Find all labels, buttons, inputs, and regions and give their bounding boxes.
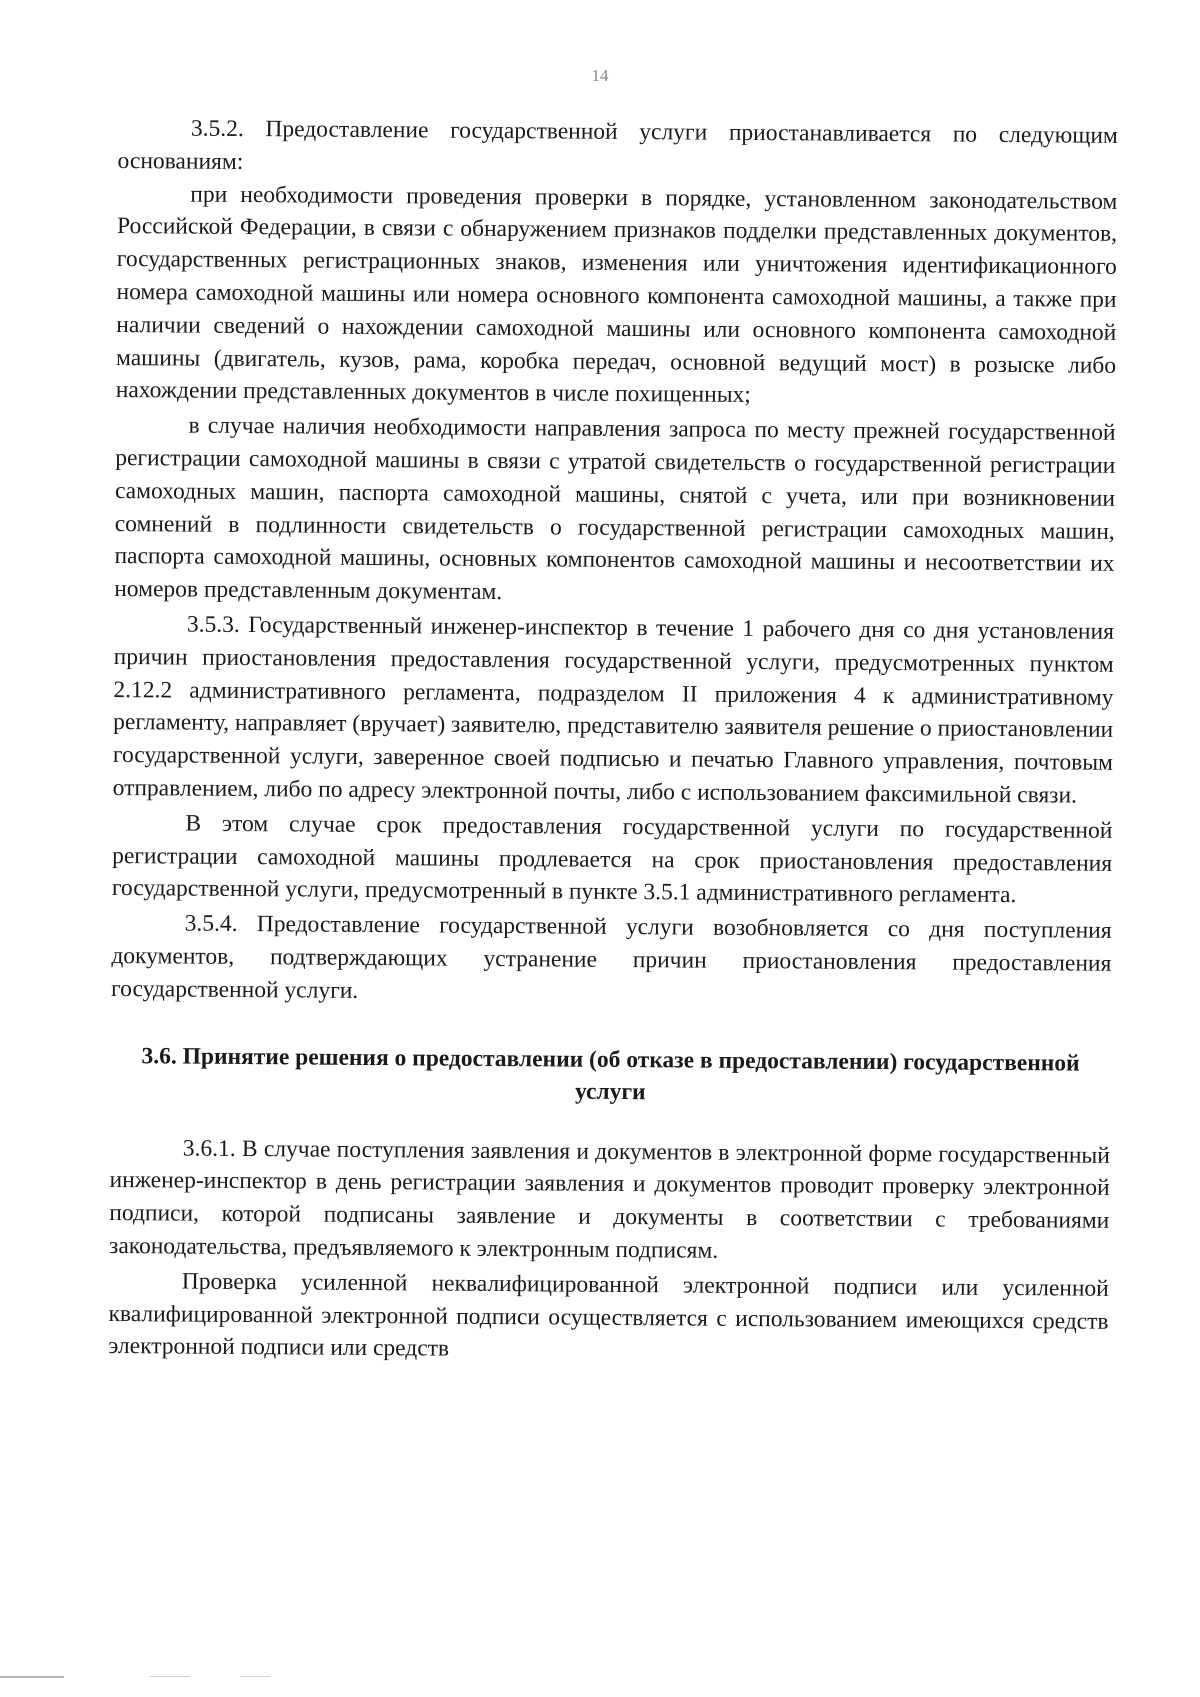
footer-rule-fragment bbox=[150, 1676, 190, 1677]
paragraph-3-5-2: 3.5.2. Предоставление государственной услуги приостанавливается по следующим основаниям: bbox=[117, 115, 1118, 175]
paragraph-3-5-4: 3.5.4. Предоставление государственной услуги возобновляется со дня поступления документов, подтверждающих устранение причин приостановления предоставления государственной услуги. bbox=[111, 910, 1112, 1004]
footer-rule-fragment bbox=[240, 1676, 270, 1677]
document-body bbox=[108, 112, 1118, 1371]
paragraph-suspension-ground-request: в случае наличия необходимости направления запроса по месту прежней государственной регистрации самоходной машины в связи с утратой свидетельств о государственной регистрации самоходных машин, паспорта самоходной машины, снятой с учета, или при возникновении сомнений в подлинности свидетельств о государственной регистрации самоходных машин, паспорта самоходной машины, основных компонентов самоходной машины и несоответствии их номеров представленным документам. bbox=[114, 412, 1116, 606]
paragraph-signature-verification: Проверка усиленной неквалифицированной электронной подписи или усиленной квалифицированной электронной подписи осуществляется с использованием имеющихся средств электронной подписи или средств bbox=[108, 1268, 1109, 1362]
footer-rule-left bbox=[0, 1676, 64, 1678]
paragraph-term-extension: В этом случае срок предоставления государственной услуги по государственной регистрации самоходной машины продлевается на срок приостановления предоставления государственной услуги, предусмотренный в пункте 3.5.1 административного регламента. bbox=[111, 810, 1113, 909]
paragraph-suspension-ground-verification: при необходимости проведения проверки в порядке, установленном законодательством Российской Федерации, в связи с обнаружением признаков подделки представленных документов, государственных регистрационных знаков, изменения или уничтожения идентификационного номера самоходной машины или номера основного компонента самоходной машины, а также при наличии сведений о нахождении самоходной машины или основного компонента самоходной машины (двигатель, кузов, рама, коробка передач, основной ведущий мост) в розыске либо нахождении представленных документов в числе похищенных; bbox=[115, 181, 1118, 409]
section-heading-3-6: 3.6. Принятие решения о предоставлении (об отказе в предоставлении) государственной услуги bbox=[141, 1042, 1080, 1105]
paragraph-3-6-1: 3.6.1. В случае поступления заявления и документов в электронной форме государственный инженер-инспектор в день регистрации заявления и документов проводит проверку электронной подписи, которой подписаны заявление и документы в соответствии с требованиями законодательства, предъявляемого к электронным подписям. bbox=[108, 1135, 1110, 1264]
paragraph-3-5-3: 3.5.3. Государственный инженер-инспектор в течение 1 рабочего дня со дня установления причин приостановления предоставления государственной услуги, предусмотренных пунктом 2.12.2 административного регламента, подразделом II приложения 4 к административному регламенту, направляет (вручает) заявителю, представителю заявителя решение о приостановлении государственной услуги, заверенное своей подписью и печатью Главного управления, почтовым отправлением, либо по адресу электронной почты, либо с использованием факсимильной связи. bbox=[112, 611, 1115, 809]
page-number: 14 bbox=[591, 66, 609, 85]
